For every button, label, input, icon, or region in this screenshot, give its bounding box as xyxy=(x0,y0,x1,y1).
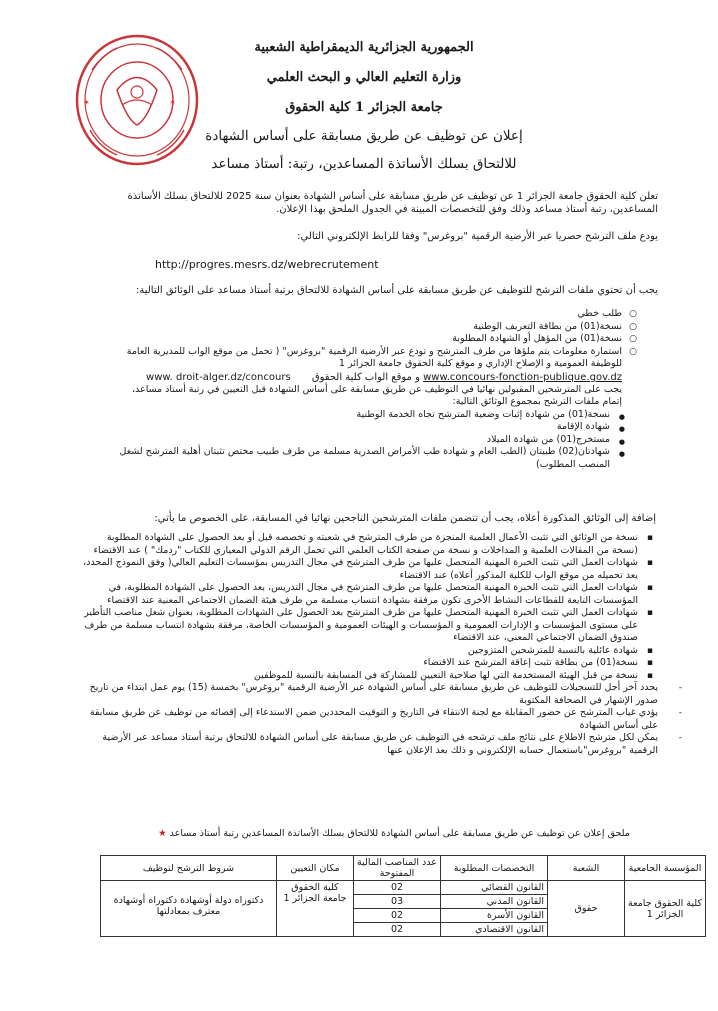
accepted-intro: يجب على المترشحين المقبولين نهائيا في التوظيف عن طريق مسابقة على أساس الشهادة قبل التعيين في رتبة أستاذ مساعد، إتمام ملفات الترشح بمجموع الوثائق التالية: xyxy=(131,383,622,407)
list-item: ● نسخة(01) من شهادة إثبات وضعية المترشح تجاه الخدمة الوطنية xyxy=(110,409,610,422)
republic-title: الجمهورية الجزائرية الديمقراطية الشعبية xyxy=(254,40,474,55)
svg-text:✶: ✶ xyxy=(169,98,176,107)
posts-cell: 02 xyxy=(354,909,441,923)
extra-documents-list xyxy=(82,532,656,682)
header-institution: المؤسسة الجامعية xyxy=(625,856,706,881)
list-item: ○ استمارة معلومات يتم ملؤها من طرف المترشح و تودع عبر الأرضية الرقمية "بروغرس" ( تحمل من موقع الواب للمديرية العامة للوظيفة العمومية و الإصلاح الإداري و موقع كلية الحقوق جامعة الجزائر 1 xyxy=(110,346,622,371)
websites-line xyxy=(110,371,640,384)
conditions-cell: دكتوراه دولة أوشهادة دكتوراه أوشهادة معترف بمعادلتها xyxy=(101,881,277,937)
posts-cell: 02 xyxy=(354,881,441,895)
list-item: ▪ شهادات العمل التي تثبت الخبرة المهنية المتحصل عليها من طرف المترشح بعد الحصول على الشهادات المطلوبة، بعنوان شغل مناصب التأطير على مستوى المؤسسات و الإدارات العمومية و المؤسسات و الهيئات العمومية و المؤسسات الخاصة، مرفقة بشهادة انتساب مسلمة من طرف صندوق الضمان الاجتماعي المعني، عند الاقتضاء xyxy=(82,607,638,645)
official-seal-stamp xyxy=(72,30,202,170)
annex-title-line xyxy=(130,828,658,839)
list-item: ▪ شهادات العمل التي تثبت الخبرة المهنية المتحصل عليها من طرف المترشح في مجال التدريس بمؤسسات التعليم العالي( وفق النموذج المحدد، يعد تحميله من موقع الواب للكلية المذكور أعلاه) عند الاقتضاء xyxy=(82,557,638,582)
specialty-cell: القانون القضائي xyxy=(441,881,548,895)
list-item: - يحدد آخر أجل للتسجيلات للتوظيف عن طريق مسابقة على أساس الشهادة عبر الأرضية الرقمية "بروغرس" بخمسة (15) يوم عمل ابتداء من تاريخ صدور الإشهار في الصحافة المكتوبة xyxy=(82,682,658,707)
svg-text:✶: ✶ xyxy=(83,98,90,107)
specialty-cell: القانون المدني xyxy=(441,895,548,909)
announcement-title: إعلان عن توظيف عن طريق مسابقة على أساس الشهادة xyxy=(205,128,523,144)
documents-section xyxy=(110,308,640,471)
list-item: - يمكن لكل مترشح الاطلاع على نتائج ملف ترشحه في التوظيف عن طريق مسابقة على أساس الشهادة للالتحاق برتبة أستاذ مساعد عبر الأرضية الرقمية "بروغرس"باستعمال حسابه الإلكتروني و ذلك بعد الإعلان عنها xyxy=(82,732,658,757)
university-title: جامعة الجزائر 1 كلية الحقوق xyxy=(285,100,443,115)
submission-paragraph: يودع ملف الترشح حصريا عبر الأرضية الرقمية "بروغرس" وفقا للرابط الإلكتروني التالي: xyxy=(297,231,658,242)
header-branch: الشعبة xyxy=(548,856,625,881)
notes-list xyxy=(82,682,668,757)
announcement-subtitle: للالتحاق بسلك الأساتذة المساعدين، رتبة: أستاذ مساعد xyxy=(211,156,517,172)
documents-intro: يجب أن تحتوي ملفات الترشح للتوظيف عن طريق مسابقة على أساس الشهادة للالتحاق برتبة أستاذ مساعد على الوثائق التالية: xyxy=(136,285,658,296)
documents-list xyxy=(110,308,640,371)
specialty-cell: القانون الاقتصادي xyxy=(441,923,548,937)
list-item: ○ نسخة(01) من المؤهل أو الشهادة المطلوبة xyxy=(110,333,622,346)
website-link[interactable]: www.concours-fonction-publique.gov.dz xyxy=(423,371,622,383)
list-item: ● شهادتان(02) طبيتان (الطب العام و شهادة طب الأمراض الصدرية مسلمة من طرف طبيب مختص تثبتان أهلية المترشح لشغل المنصب المطلوب) xyxy=(110,446,610,471)
table-row xyxy=(101,881,706,895)
intro-paragraph: تعلن كلية الحقوق جامعة الجزائر 1 عن توظيف عن طريق مسابقة على أساس الشهادة بعنوان سنة 2025 للالتحاق بسلك الأساتذة المساعدين، رتبة أستاذ مساعد وذلك وفق للتخصصات المبينة في الجدول الملحق بهذا الإعلان. xyxy=(127,191,658,215)
institution-cell: كلية الحقوق جامعة الجزائر 1 xyxy=(625,881,706,937)
list-item: ▪ نسخة من قبل الهيئة المستخدمة التي لها صلاحية التعيين للمشاركة في المسابقة بالنسبة للموظفين xyxy=(82,670,638,683)
extra-intro: إضافة إلى الوثائق المذكورة أعلاه، يجب أن تتضمن ملفات المترشحين الناجحين نهائيا في المسابقة، على الخصوص ما يأتي: xyxy=(154,513,656,524)
posts-cell: 03 xyxy=(354,895,441,909)
list-item: ● شهادة الإقامة xyxy=(110,421,610,434)
websites-connector: و موقع الواب كلية الحقوق xyxy=(311,371,420,383)
ministry-title: وزارة التعليم العالي و البحث العلمي xyxy=(266,70,462,85)
list-item: ○ طلب خطي xyxy=(110,308,622,321)
posts-cell: 02 xyxy=(354,923,441,937)
progres-url[interactable]: http://progres.mesrs.dz/webrecrutement xyxy=(155,258,379,271)
header-conditions: شروط الترشح لتوظيف xyxy=(101,856,277,881)
list-item: ● مستخرج(01) من شهادة الميلاد xyxy=(110,434,610,447)
header-posts: عدد المناصب المالية المفتوحة xyxy=(354,856,441,881)
list-item: ▪ نسخة من الوثائق التي تثبت الأعمال العلمية المنجزة من طرف المترشح في شعبته و تخصصه قبل أو بعد الحصول على الشهادة المطلوبة (نسخة من المقالات العلمية و المداخلات و نسخة من صفحة الكتاب العلمي التي تحمل الرقم الدولي المعياري للكتاب "ردمك" ) عند الاقتضاء xyxy=(82,532,638,557)
header-specialties: التخصصات المطلوبة xyxy=(441,856,548,881)
branch-cell: حقوق xyxy=(548,881,625,937)
website-link[interactable]: www. droit-alger.dz/concours xyxy=(146,371,291,383)
star-icon: ★ xyxy=(158,828,167,839)
specialties-table xyxy=(100,855,706,937)
list-item: ▪ نسخة(01) من بطاقة تثبت إعاقة المترشح عند الاقتضاء xyxy=(82,657,638,670)
accepted-list xyxy=(110,409,640,472)
place-cell: كلية الحقوق جامعة الجزائر 1 xyxy=(277,881,354,937)
list-item: ▪ شهادة عائلية بالنسبة للمترشحين المتزوجين xyxy=(82,645,638,658)
specialty-cell: القانون الأسرة xyxy=(441,909,548,923)
list-item: ○ نسخة(01) من بطاقة التعريف الوطنية xyxy=(110,321,622,334)
list-item: ▪ شهادات العمل التي تثبت الخبرة المهنية المتحصل عليها من طرف المترشح في مجال التدريس، بعد الحصول على الشهادة المطلوبة، في المؤسسات التابعة للقطاعات النشاط الأخرى تكون مرفقة بشهادة انتساب مسلمة من طرف هيئة الضمان الاجتماعي المعنية عند الاقتضاء xyxy=(82,582,638,607)
header-place: مكان التعيين xyxy=(277,856,354,881)
annex-title: ملحق إعلان عن توظيف عن طريق مسابقة على أساس الشهادة للالتحاق بسلك الأساتذة المساعدين رتبة أستاذ مساعد xyxy=(169,828,630,839)
list-item: - يؤدي غياب المترشح عن حضور المقابلة مع لجنة الانتقاء في التاريخ و التوقيت المحددين ضمن الاستدعاء إلى إقصائه من توظيف عن طريق مسابقة على أساس الشهادة xyxy=(82,707,658,732)
extra-section xyxy=(82,532,656,757)
table-header-row xyxy=(101,856,706,881)
